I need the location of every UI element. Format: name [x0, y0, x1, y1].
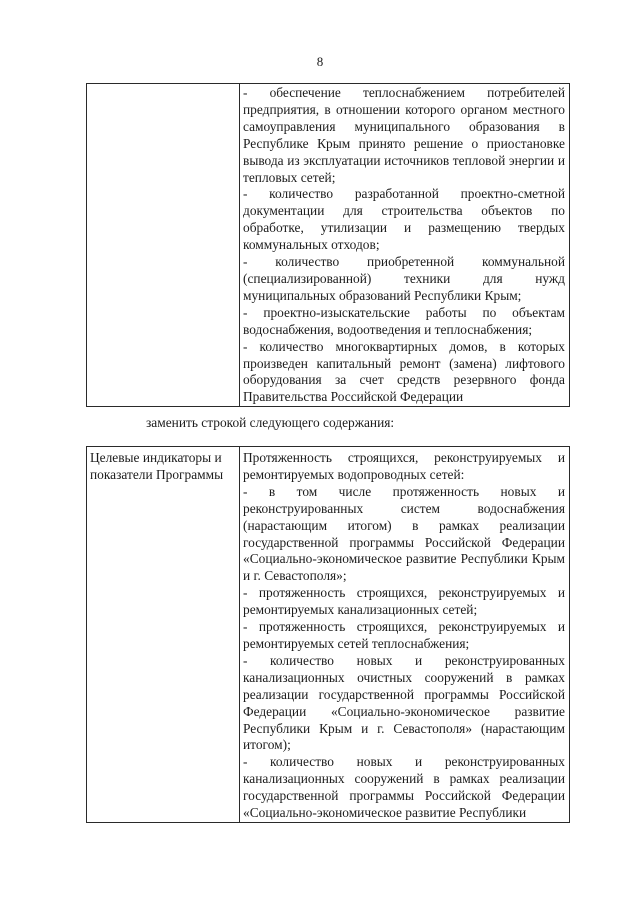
- label-cell: [87, 84, 240, 407]
- label-cell: Целевые индикаторы и показатели Программы: [87, 447, 240, 823]
- list-item: - протяженность строящихся, реконструируемых и ремонтируемых канализационных сетей;: [243, 585, 565, 618]
- table-row: [87, 84, 570, 407]
- table-row: [87, 447, 570, 823]
- replace-instruction: заменить строкой следующего содержания:: [146, 415, 395, 430]
- list-item: - количество разработанной проектно-сметной документации для строительства объектов по обработке, утилизации и размещению твердых коммунальных отходов;: [243, 186, 565, 253]
- list-item: - протяженность строящихся, реконструируемых и ремонтируемых сетей теплоснабжения;: [243, 619, 565, 651]
- list-item: - обеспечение теплоснабжением потребителей предприятия, в отношении которого органом местного самоуправления муниципального образования в Республике Крым принято решение о приостановке вывода из эксплуатации источников тепловой энергии и тепловых сетей;: [243, 85, 565, 185]
- list-item: - количество новых и реконструированных канализационных очистных сооружений в рамках реализации государственной программы Российской Федерации «Социально-экономическое развитие Республики Крым и г. Севастополя» (нарастающим итогом);: [243, 652, 565, 753]
- list-item: - в том числе протяженность новых и реконструированных систем водоснабжения (нарастающим итогом) в рамках реализации государственной программы Российской Федерации «Социально-экономическое развитие Республики Крым и г. Севастополя»;: [243, 483, 565, 584]
- list-item: Протяженность строящихся, реконструируемых и ремонтируемых водопроводных сетей:: [243, 450, 565, 482]
- original-row-table: [86, 83, 570, 407]
- content-cell: [240, 447, 570, 823]
- list-item: - количество новых и реконструированных канализационных сооружений в рамках реализации государственной программы Российской Федерации «Социально-экономическое развитие Республики: [243, 754, 565, 821]
- list-item: - количество многоквартирных домов, в которых произведен капитальный ремонт (замена) лифтового оборудования за счет средств резервного фонда Правительства Российской Федерации: [243, 338, 565, 405]
- content-cell: [240, 84, 570, 407]
- list-item: - количество приобретенной коммунальной (специализированной) техники для нужд муниципальных образований Республики Крым;: [243, 254, 565, 303]
- page-number: 8: [316, 54, 324, 69]
- list-item: - проектно-изыскательские работы по объектам водоснабжения, водоотведения и теплоснабжения;: [243, 304, 565, 337]
- replacement-row-table: [86, 446, 570, 823]
